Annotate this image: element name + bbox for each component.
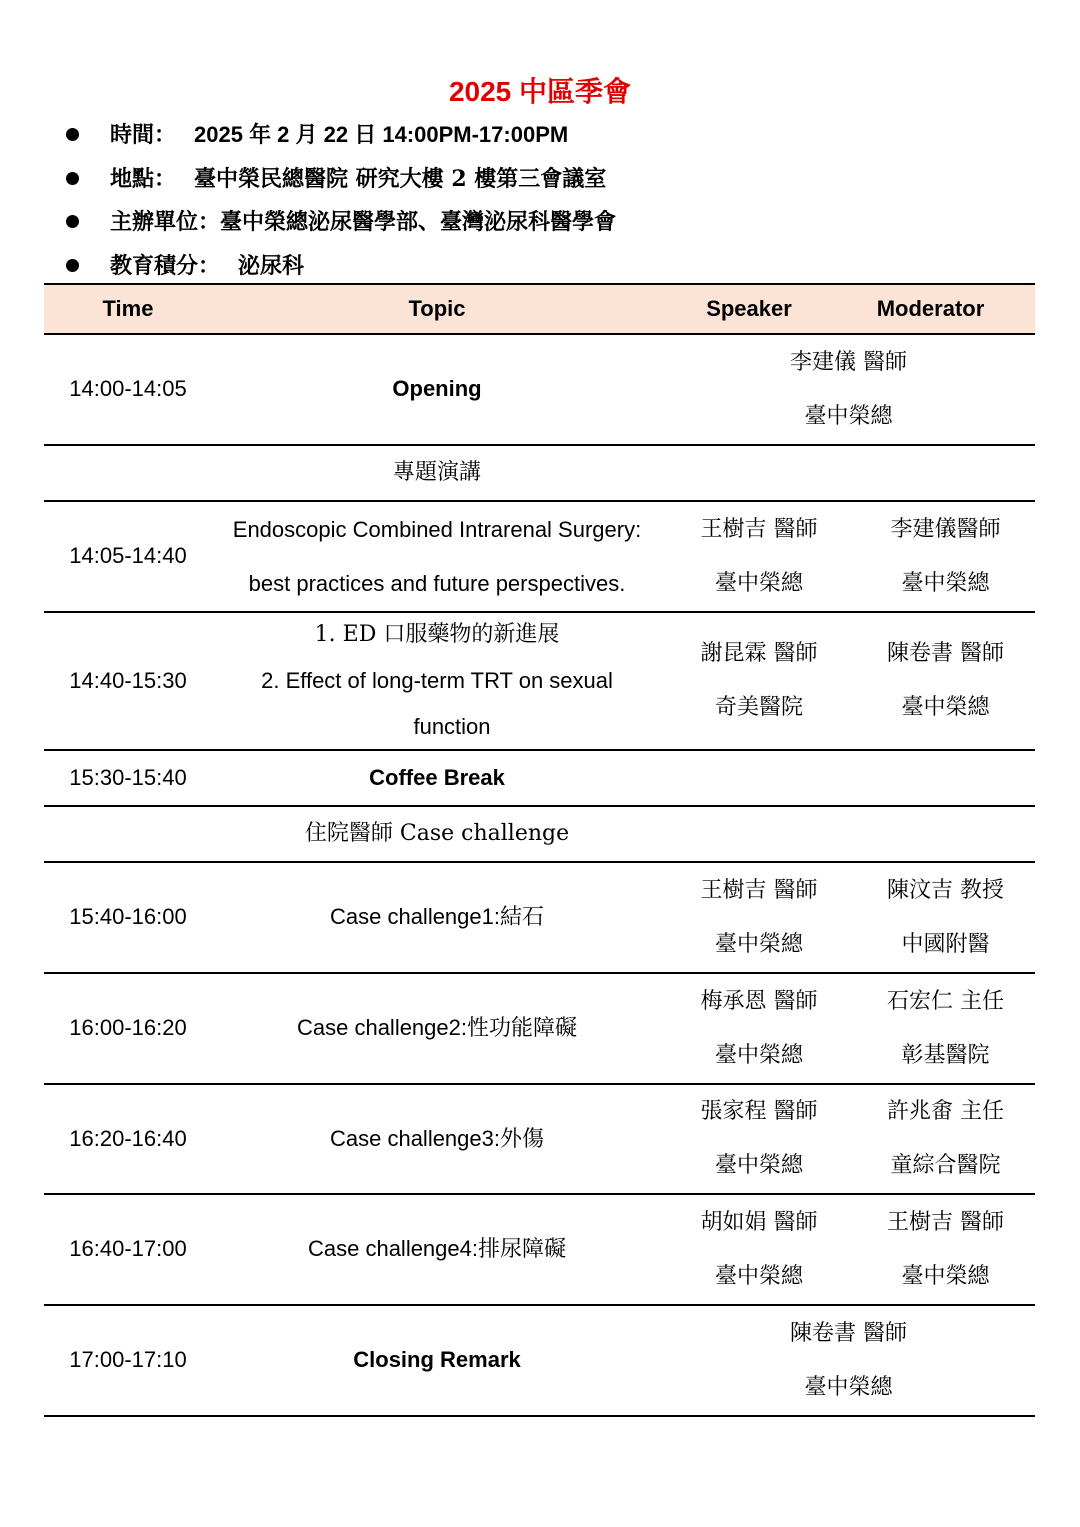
info-host [66, 202, 616, 242]
credit-value: 泌尿科 [238, 253, 305, 279]
header-speaker: Speaker [706, 295, 792, 321]
row-speaker [662, 1195, 856, 1304]
place-value: 臺中榮民總醫院 研究大樓 2 樓第三會議室 [194, 166, 607, 192]
row-moderator [856, 974, 1035, 1083]
host-value: 臺中榮總泌尿醫學部、臺灣泌尿科醫學會 [220, 209, 617, 235]
time-value: 2025 年 2 月 22 日 14:00PM-17:00PM [194, 122, 569, 147]
moderator-name: 李建儀醫師 [890, 516, 1001, 542]
info-time [66, 115, 568, 155]
speaker-name: 梅承恩 醫師 [700, 988, 818, 1014]
table-row [44, 974, 1035, 1085]
row-moderator [856, 613, 1035, 749]
moderator-name: 陳卷書 醫師 [887, 641, 1004, 666]
moderator-org: 臺中榮總 [901, 1263, 990, 1289]
moderator-name: 陳汶吉 教授 [887, 877, 1004, 903]
row-moderator [856, 1085, 1035, 1193]
section-title: 住院醫師 Case challenge [304, 820, 570, 846]
header-time: Time [102, 295, 154, 321]
row-time: 16:40-17:00 [69, 1236, 187, 1262]
speaker-name: 李建儀 醫師 [790, 349, 907, 375]
moderator-org: 中國附醫 [901, 931, 990, 957]
place-label: 地點： [110, 166, 177, 192]
section-title: 專題演講 [392, 459, 481, 485]
moderator-org: 彰基醫院 [901, 1042, 990, 1068]
row-speaker [662, 863, 856, 972]
page-title: 2025 中區季會 [448, 76, 632, 107]
speaker-org: 臺中榮總 [714, 931, 803, 957]
moderator-org: 臺中榮總 [901, 695, 990, 720]
row-topic: Coffee Break [369, 764, 505, 790]
speaker-name: 謝昆霖 醫師 [700, 641, 818, 666]
moderator-org: 童綜合醫院 [890, 1153, 1001, 1178]
bullet-icon [66, 215, 79, 228]
row-moderator [856, 502, 1035, 611]
table-row [44, 1306, 1035, 1417]
row-moderator [856, 863, 1035, 972]
host-label: 主辦單位： [110, 209, 221, 235]
row-topic: Case challenge2:性功能障礙 [296, 1015, 577, 1041]
speaker-name: 胡如娟 醫師 [700, 1209, 818, 1235]
time-label: 時間： [110, 122, 177, 148]
topic-line: 1. ED 口服藥物的新進展 [314, 622, 560, 647]
row-moderator [856, 1195, 1035, 1304]
table-row [44, 751, 1035, 807]
table-row [44, 1085, 1035, 1195]
row-speaker [662, 335, 1035, 444]
row-topic: Opening [392, 376, 482, 402]
row-speaker [662, 613, 856, 749]
table-row [44, 1195, 1035, 1306]
row-topic [212, 502, 662, 611]
bullet-icon [66, 128, 79, 141]
table-row [44, 502, 1035, 613]
speaker-org: 臺中榮總 [804, 403, 893, 429]
speaker-org: 臺中榮總 [714, 1263, 803, 1289]
row-time: 16:20-16:40 [69, 1125, 187, 1151]
speaker-org: 臺中榮總 [804, 1374, 893, 1400]
row-time: 15:30-15:40 [69, 764, 187, 790]
row-topic: Closing Remark [353, 1347, 521, 1373]
row-time: 17:00-17:10 [69, 1347, 187, 1373]
moderator-name: 許兆畬 主任 [887, 1099, 1004, 1124]
row-time: 14:40-15:30 [69, 667, 187, 693]
row-speaker [662, 1085, 856, 1193]
row-time: 14:00-14:05 [69, 376, 187, 402]
table-row [44, 335, 1035, 446]
row-topic: Case challenge4:排尿障礙 [307, 1236, 566, 1262]
header-topic: Topic [408, 295, 466, 321]
speaker-org: 臺中榮總 [714, 570, 803, 596]
row-speaker [662, 974, 856, 1083]
bullet-icon [66, 172, 79, 185]
section-row [44, 446, 1035, 502]
moderator-org: 臺中榮總 [901, 570, 990, 596]
topic-line: best practices and future perspectives. [248, 570, 626, 596]
table-row [44, 863, 1035, 974]
info-place [66, 159, 606, 199]
table-header [44, 283, 1035, 335]
speaker-name: 陳卷書 醫師 [790, 1320, 907, 1346]
row-time: 15:40-16:00 [69, 904, 187, 930]
row-time: 14:05-14:40 [69, 543, 187, 569]
topic-line: 2. Effect of long-term TRT on sexual [261, 668, 613, 693]
row-topic [212, 613, 662, 749]
row-speaker [662, 1306, 1035, 1415]
speaker-org: 臺中榮總 [714, 1153, 803, 1178]
bullet-icon [66, 259, 79, 272]
speaker-org: 臺中榮總 [714, 1042, 803, 1068]
topic-line: Endoscopic Combined Intrarenal Surgery: [232, 516, 642, 542]
credit-label: 教育積分： [110, 253, 221, 279]
row-topic: Case challenge1:結石 [329, 904, 544, 930]
table-row [44, 613, 1035, 751]
topic-line: function [413, 714, 491, 739]
speaker-name: 王樹吉 醫師 [700, 877, 818, 903]
row-time: 16:00-16:20 [69, 1015, 187, 1041]
speaker-name: 王樹吉 醫師 [700, 516, 818, 542]
section-row [44, 807, 1035, 863]
row-speaker [662, 502, 856, 611]
header-moderator: Moderator [876, 295, 985, 321]
info-credit [66, 246, 304, 286]
moderator-name: 王樹吉 醫師 [887, 1209, 1004, 1235]
moderator-name: 石宏仁 主任 [887, 988, 1004, 1014]
speaker-name: 張家程 醫師 [700, 1099, 818, 1124]
row-topic: Case challenge3:外傷 [329, 1125, 544, 1151]
speaker-org: 奇美醫院 [714, 695, 803, 720]
